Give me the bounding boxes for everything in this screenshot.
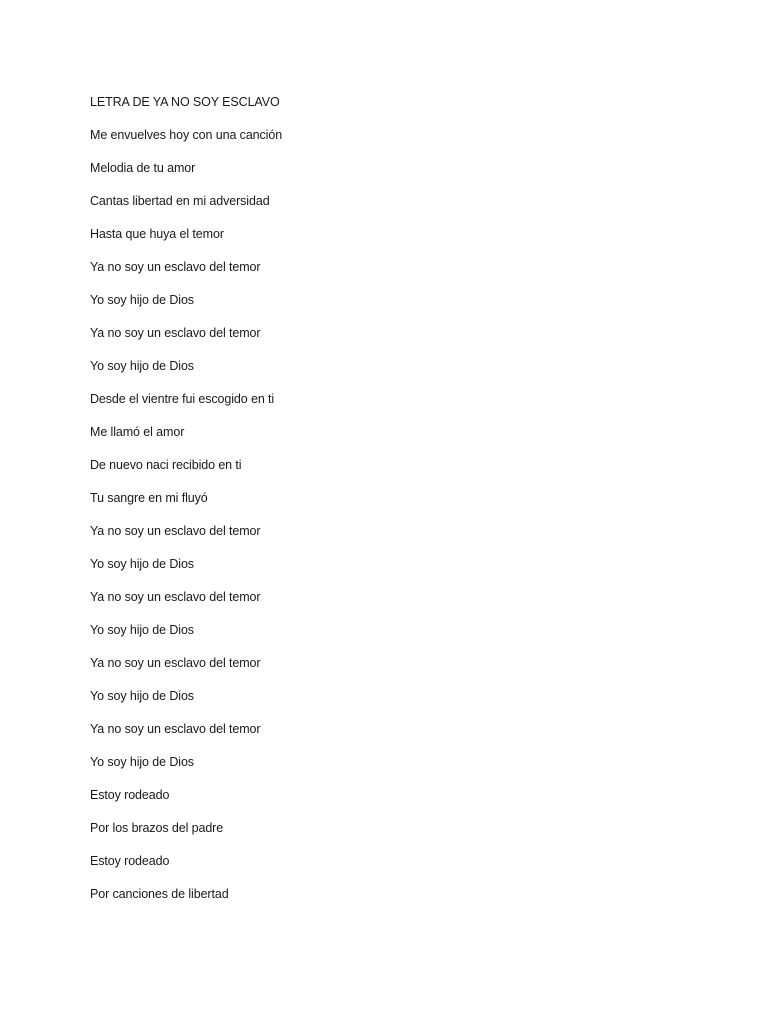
lyric-line: Por los brazos del padre <box>90 821 224 835</box>
lyric-line: Hasta que huya el temor <box>90 227 224 241</box>
lyric-line: Ya no soy un esclavo del temor <box>90 260 261 274</box>
lyric-line: Yo soy hijo de Dios <box>90 557 194 571</box>
lyric-line: Ya no soy un esclavo del temor <box>90 524 261 538</box>
lyric-line: Ya no soy un esclavo del temor <box>90 590 261 604</box>
lyric-line: Ya no soy un esclavo del temor <box>90 656 261 670</box>
lyric-line: Estoy rodeado <box>90 854 170 868</box>
lyric-line: Yo soy hijo de Dios <box>90 755 194 769</box>
lyric-line: Desde el vientre fui escogido en ti <box>90 392 275 406</box>
lyric-line: Yo soy hijo de Dios <box>90 689 194 703</box>
lyric-line: Yo soy hijo de Dios <box>90 293 194 307</box>
lyric-line: Me envuelves hoy con una canción <box>90 128 283 142</box>
lyric-line: De nuevo naci recibido en ti <box>90 458 242 472</box>
lyrics-body <box>90 94 282 919</box>
lyric-line: Por canciones de libertad <box>90 887 229 901</box>
document-title: LETRA DE YA NO SOY ESCLAVO <box>90 95 280 109</box>
lyric-line: Melodia de tu amor <box>90 161 196 175</box>
lyric-line: Tu sangre en mi fluyó <box>90 491 208 505</box>
lyric-line: Me llamó el amor <box>90 425 185 439</box>
lyric-line: Yo soy hijo de Dios <box>90 359 194 373</box>
lyric-line: Ya no soy un esclavo del temor <box>90 722 261 736</box>
lyric-line: Yo soy hijo de Dios <box>90 623 194 637</box>
lyric-line: Cantas libertad en mi adversidad <box>90 194 270 208</box>
lyric-line: Estoy rodeado <box>90 788 170 802</box>
lyric-line: Ya no soy un esclavo del temor <box>90 326 261 340</box>
